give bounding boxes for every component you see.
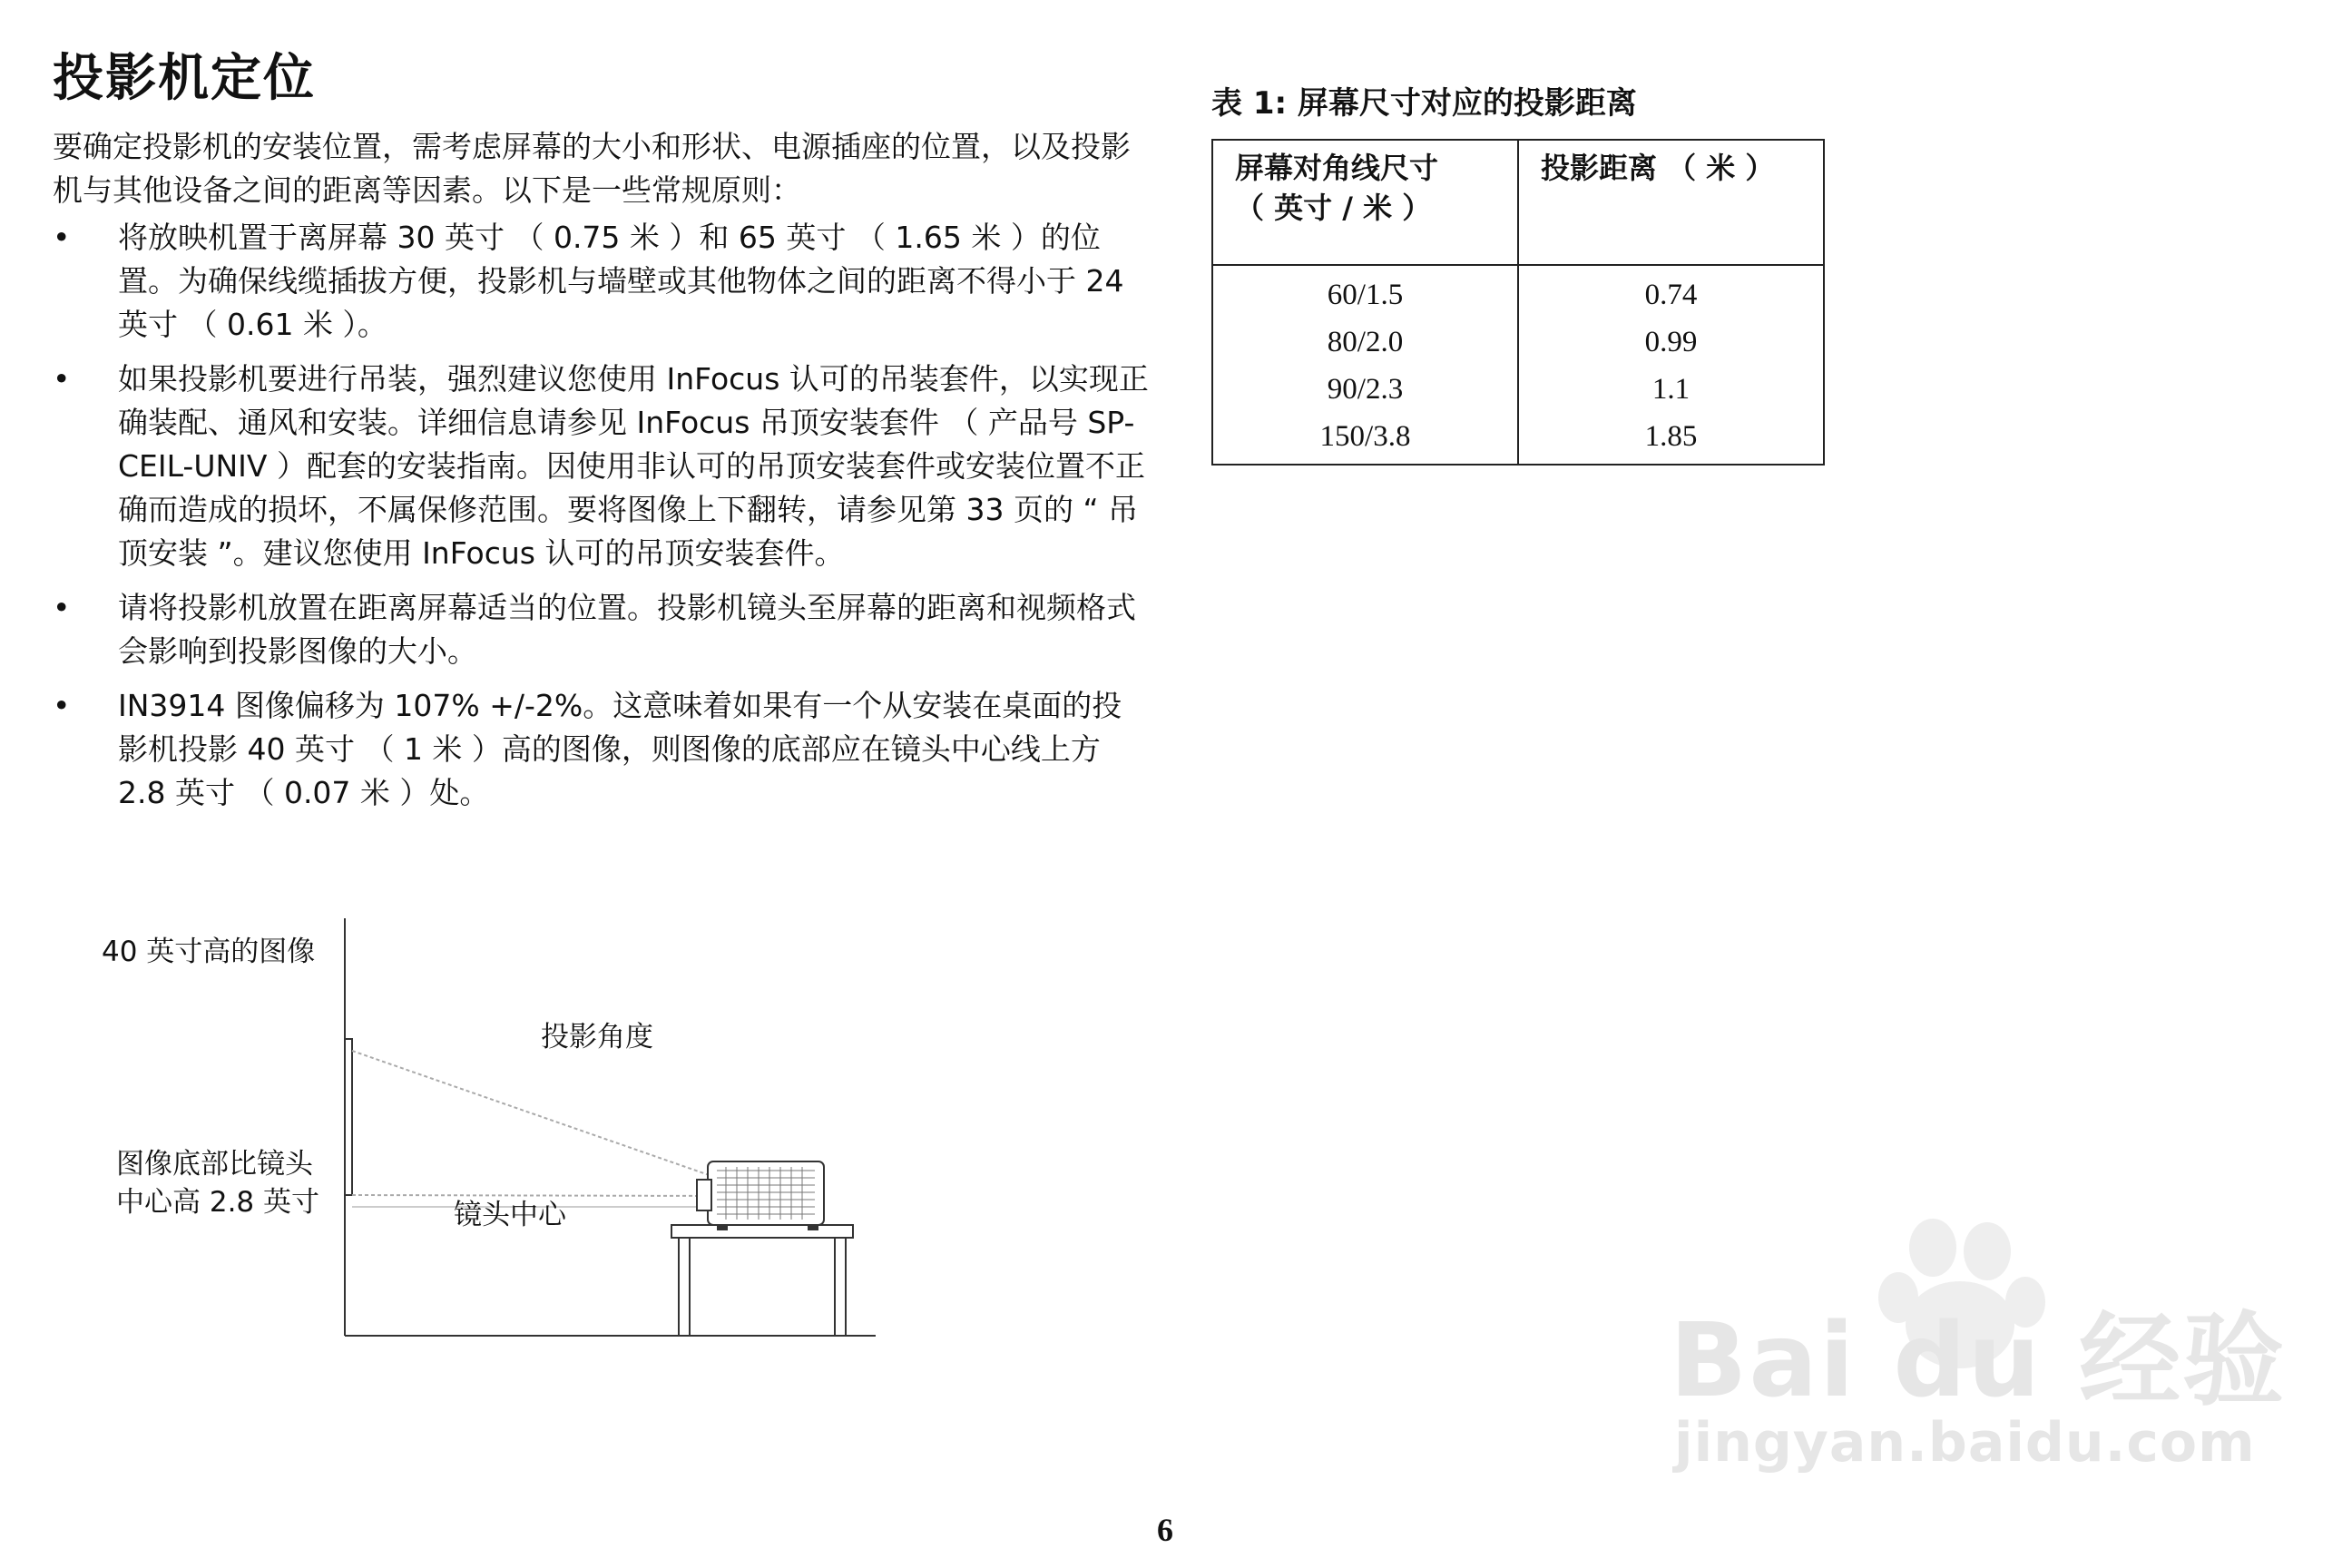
page-title: 投影机定位 [53, 49, 316, 108]
bullet-symbol: • [53, 590, 71, 625]
list-item-text: 请将投影机放置在距离屏幕适当的位置。投影机镜头至屏幕的距离和视频格式会影响到投影图像的大小。 [118, 590, 1136, 669]
page-number: 6 [1157, 1512, 1173, 1548]
lens-center-label: 镜头中心 [454, 1199, 566, 1231]
table-caption: 表 1: 屏幕尺寸对应的投影距离 [1211, 85, 1637, 122]
projection-angle-label: 投影角度 [541, 1021, 653, 1054]
table-cell-distance: 0.99 [1518, 318, 1824, 366]
watermark-url: jingyan.baidu.com [1674, 1411, 2256, 1475]
table-cell-size: 150/3.8 [1212, 413, 1518, 465]
projection-upper-ray [352, 1051, 717, 1178]
screen-shape [345, 1039, 352, 1195]
list-item-text: IN3914 图像偏移为 107% +/-2%。这意味着如果有一个从安装在桌面的投影机投影 40 英寸 （ 1 米 ）高的图像，则图像的底部应在镜头中心线上方 2.8 英寸 （ 0.07 米 ）处。 [118, 688, 1122, 810]
table-row [1212, 366, 1824, 413]
offset-label-line1: 图像底部比镜头 [116, 1148, 313, 1181]
list-item-text: 如果投影机要进行吊装，强烈建议您使用 InFocus 认可的吊装套件，以实现正确装配、通风和安装。详细信息请参见 InFocus 吊顶安装套件 （ 产品号 SP-CEIL-UNIV ）配套的安装指南。因使用非认可的吊顶安装套件或安装位置不正确而造成的损坏，不属保修范围。要将图像上下翻转，请参见第 33 页的 “ 吊顶安装 ”。建议您使用 InFocus 认可的吊顶安装套件。 [118, 361, 1149, 571]
list-item-text: 将放映机置于离屏幕 30 英寸 （ 0.75 米 ）和 65 英寸 （ 1.65 米 ）的位置。为确保线缆插拔方便，投影机与墙壁或其他物体之间的距离不得小于 24 英寸 （ 0.61 米 ）。 [118, 220, 1124, 342]
guideline-list [53, 216, 1151, 826]
bullet-symbol: • [53, 688, 71, 723]
distance-table [1211, 139, 1825, 466]
header-distance: 投影距离 （ 米 ） [1518, 140, 1824, 265]
list-item [53, 684, 1151, 815]
table-top [671, 1225, 853, 1238]
watermark-brand: Bai du 经验 [1670, 1302, 2287, 1420]
table-header-row [1212, 140, 1824, 265]
projector-lens [697, 1180, 711, 1210]
list-item [53, 358, 1151, 575]
table-cell-size: 90/2.3 [1212, 366, 1518, 413]
table-row [1212, 413, 1824, 465]
placement-diagram [91, 907, 907, 1343]
placement-diagram-drawing [91, 907, 907, 1343]
offset-label-line2: 中心高 2.8 英寸 [116, 1186, 320, 1219]
table-cell-size: 60/1.5 [1212, 265, 1518, 318]
bullet-symbol: • [53, 220, 71, 255]
image-height-label: 40 英寸高的图像 [102, 936, 316, 968]
bullet-symbol: • [53, 361, 71, 397]
header-screen-size: 屏幕对角线尺寸 （ 英寸 / 米 ） [1212, 140, 1518, 265]
intro-paragraph: 要确定投影机的安装位置，需考虑屏幕的大小和形状、电源插座的位置，以及投影机与其他设备之间的距离等因素。以下是一些常规原则： [53, 129, 1131, 208]
table-row [1212, 318, 1824, 366]
table-cell-distance: 1.85 [1518, 413, 1824, 465]
table-cell-size: 80/2.0 [1212, 318, 1518, 366]
list-item [53, 586, 1151, 673]
table-cell-distance: 1.1 [1518, 366, 1824, 413]
table-cell-distance: 0.74 [1518, 265, 1824, 318]
list-item [53, 216, 1151, 347]
table-row [1212, 265, 1824, 318]
